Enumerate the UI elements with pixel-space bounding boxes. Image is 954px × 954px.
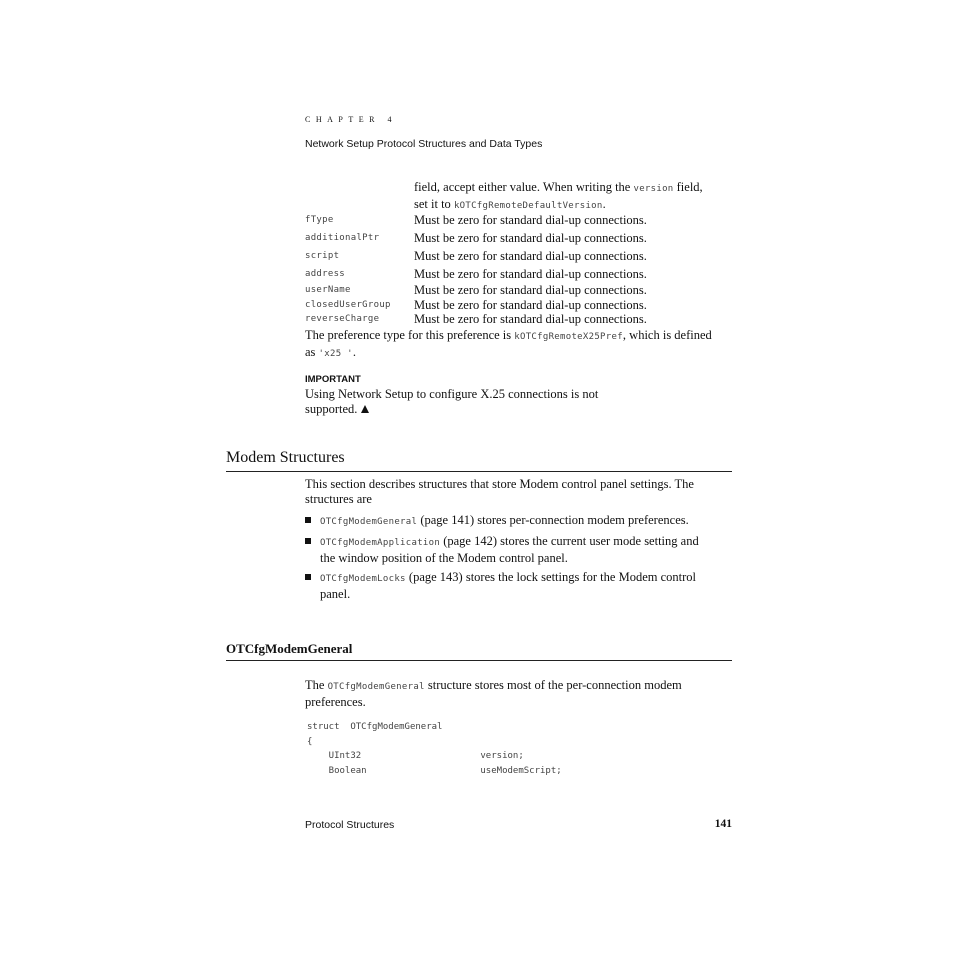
inline-code-link[interactable]: OTCfgModemLocks [320,574,406,584]
subsection-rule [226,660,732,661]
field-definition: Must be zero for standard dial-up connections. [414,283,647,297]
inline-code: OTCfgModemGeneral [327,682,425,692]
field-definition: Must be zero for standard dial-up connections. [414,267,647,281]
field-definition: Must be zero for standard dial-up connections. [414,231,647,245]
field-definition: Must be zero for standard dial-up connections. [414,213,647,227]
field-row [305,231,735,247]
field-term: fType [305,215,334,225]
field-definition: Must be zero for standard dial-up connections. [414,298,647,312]
inline-code: 'x25 ' [318,349,353,359]
field-row [305,267,735,283]
inline-code-link[interactable]: OTCfgModemApplication [320,538,441,548]
code-line: Boolean useModemScript; [307,765,562,776]
page-number: 141 [714,818,732,830]
important-note: Using Network Setup to configure X.25 connections is not supported. [305,387,599,416]
continued-definition [414,180,734,214]
field-row [305,283,735,299]
chapter-title: Network Setup Protocol Structures and Data Types [305,138,543,150]
bullet-icon [305,517,311,523]
preference-paragraph: The preference type for this preference is kOTCfgRemoteX25Pref, which is defined as 'x25 '. [305,328,712,359]
field-row [305,312,735,328]
section-rule [226,471,732,472]
code-line: UInt32 version; [307,751,524,761]
code-line: struct OTCfgModemGeneral [307,722,443,732]
inline-code: version [633,184,674,194]
list-item: OTCfgModemGeneral (page 141) stores per-connection modem preferences. [305,513,735,529]
code-line: { [307,736,313,747]
inline-code: kOTCfgRemoteDefaultVersion [453,201,603,211]
warning-triangle-icon [361,405,369,413]
bullet-icon [305,538,311,544]
section-heading-modem-structures: Modem Structures [226,449,345,466]
field-term: additionalPtr [305,233,380,243]
continued-line-2: set it to kOTCfgRemoteDefaultVersion. [414,197,606,211]
inline-code: kOTCfgRemoteX25Pref [514,332,623,342]
footer-section-name: Protocol Structures [305,819,395,831]
list-item: OTCfgModemLocks (page 143) stores the lock settings for the Modem control panel. [305,570,735,602]
important-label: IMPORTANT [305,374,361,385]
chapter-label: CHAPTER 4 [305,115,397,124]
field-term: address [305,269,346,279]
inline-code-link[interactable]: OTCfgModemGeneral [320,517,418,527]
continued-line-1: field, accept either value. When writing the version field, [414,180,703,194]
field-term: reverseCharge [305,314,380,324]
field-row [305,213,735,229]
bullet-icon [305,574,311,580]
field-term: script [305,251,340,261]
modem-intro: This section describes structures that store Modem control panel settings. The structures are [305,477,694,506]
subsection-heading-otcfgmodemgeneral: OTCfgModemGeneral [226,641,353,656]
general-description: The OTCfgModemGeneral structure stores most of the per-connection modem preferences. [305,678,682,709]
field-definition: Must be zero for standard dial-up connections. [414,312,647,326]
code-listing [307,722,562,780]
field-row [305,249,735,265]
field-definition: Must be zero for standard dial-up connections. [414,249,647,263]
list-item: OTCfgModemApplication (page 142) stores the current user mode setting and the window position of the Modem control panel. [305,534,735,566]
field-term: closedUserGroup [305,300,391,310]
field-term: userName [305,285,351,295]
